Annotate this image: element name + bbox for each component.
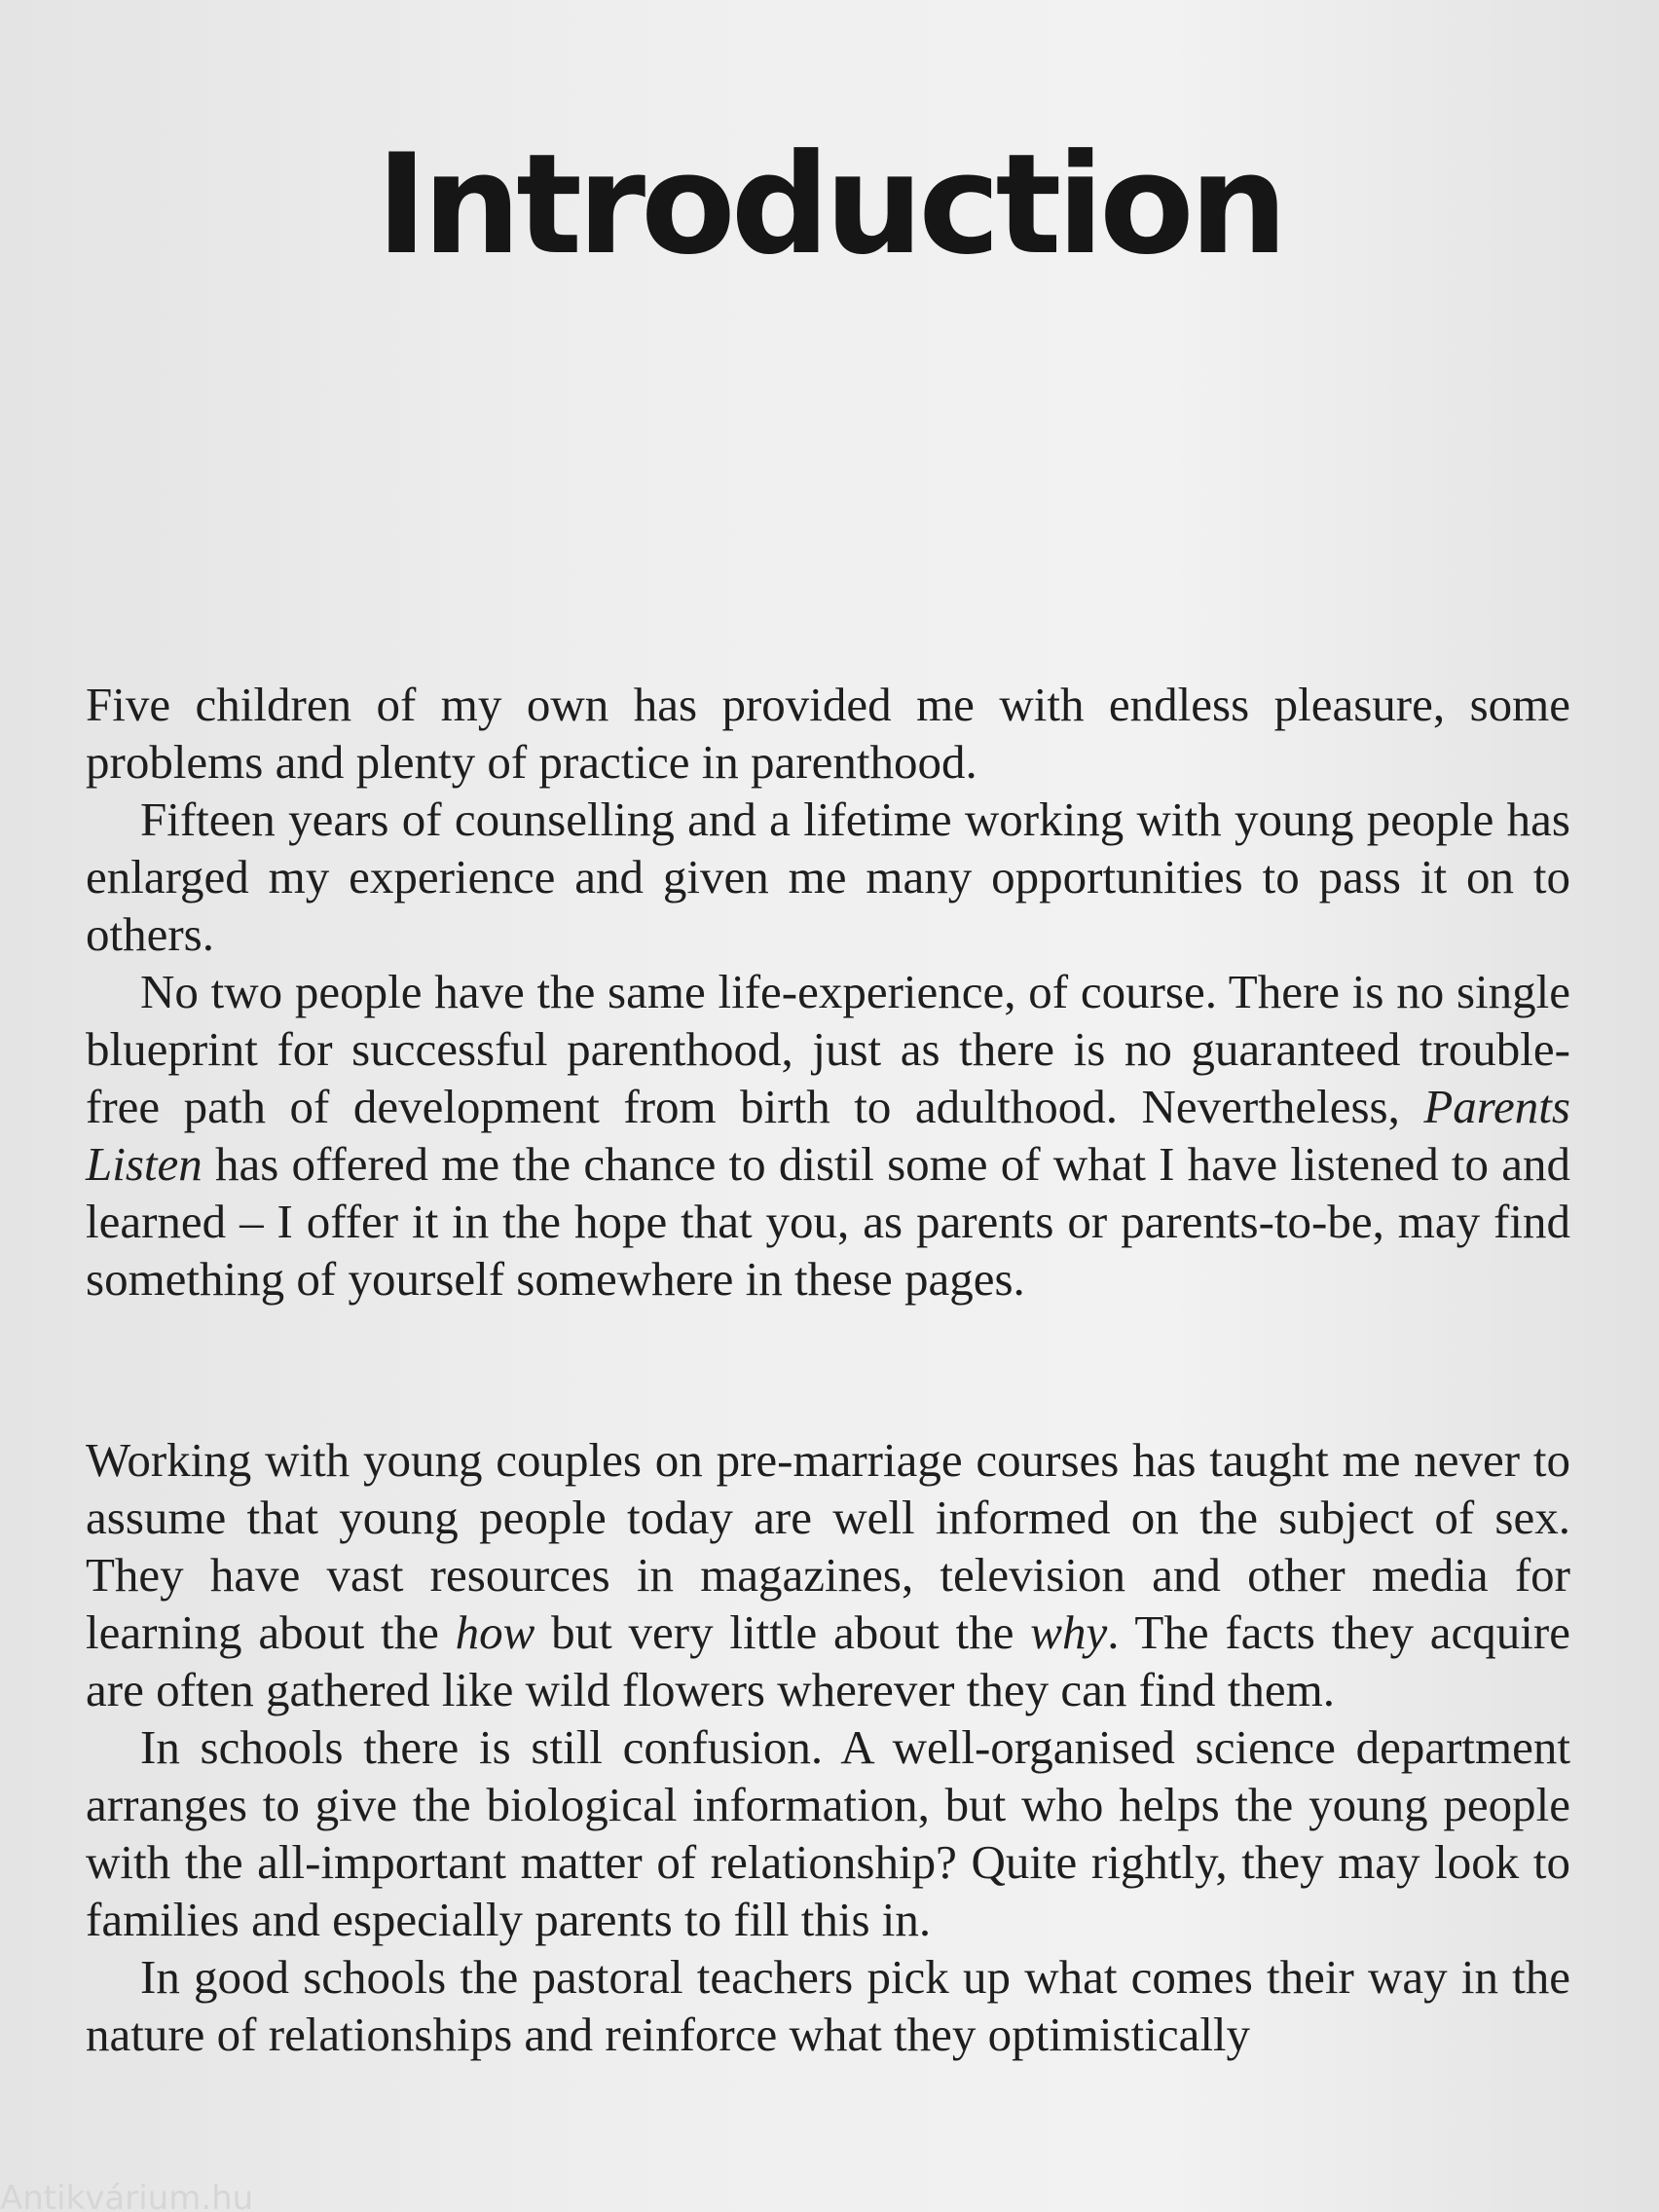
paragraph-2: Fifteen years of counselling and a lifetime working with young people has enlarged my experience and given me many opportunities to pass it on to others.: [86, 793, 1570, 961]
paragraph-4-text-before: Working with young couples on pre-marriage courses has taught me never to assume that young people today are well informed on the subject of sex. They have vast resources in magazines, television and other media for learning about the: [86, 1433, 1570, 1659]
paragraph-3-text-before: No two people have the same life-experience, of course. There is no single blueprint for successful parenthood, just as there is no guaranteed trouble-free path of development from birth to adulthood. Nevertheless,: [86, 965, 1570, 1133]
paragraph-4-text-middle: but very little about the: [535, 1605, 1031, 1659]
book-title-italic: Parents Listen: [86, 1080, 1570, 1191]
italic-how: how: [455, 1605, 535, 1659]
paragraph-3: [86, 963, 1570, 1308]
page-title: Introduction: [376, 125, 1283, 285]
intro-section-1: [86, 676, 1570, 1308]
paragraph-3-text-after: has offered me the chance to distil some of what I have listened to and learned – I offer it in the hope that you, as parents or parents-to-be, may find something of yourself somewhere in these pages.: [86, 1137, 1570, 1306]
intro-section-2: [86, 1431, 1570, 2063]
paragraph-6: In good schools the pastoral teachers pick up what comes their way in the nature of relationships and reinforce what they optimistically: [86, 1950, 1570, 2061]
paragraph-1: Five children of my own has provided me with endless pleasure, some problems and plenty of practice in parenthood.: [86, 678, 1570, 789]
italic-why: why: [1030, 1605, 1108, 1659]
paragraph-4: [86, 1431, 1570, 1718]
paragraph-4-text-after: . The facts they acquire are often gathered like wild flowers wherever they can find them.: [86, 1605, 1570, 1716]
watermark: Antikvárium.hu: [0, 2179, 254, 2212]
paragraph-5: In schools there is still confusion. A well-organised science department arranges to give the biological information, but who helps the young people with the all-important matter of relationship? Quite rightly, they may look to families and especially parents to fill this in.: [86, 1720, 1570, 1946]
